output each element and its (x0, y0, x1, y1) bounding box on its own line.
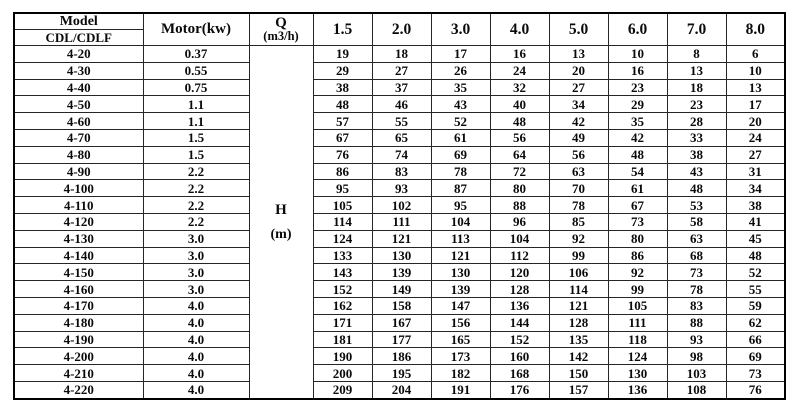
head-value-cell: 56 (549, 146, 608, 163)
model-cell: 4-210 (14, 365, 143, 382)
head-value-cell: 121 (549, 297, 608, 314)
head-value-cell: 27 (372, 62, 431, 79)
head-value-cell: 34 (549, 96, 608, 113)
flow-rate-header-4: 4.0 (490, 13, 549, 46)
head-value-cell: 68 (667, 247, 726, 264)
head-value-cell: 16 (490, 46, 549, 63)
head-value-cell: 98 (667, 348, 726, 365)
head-value-cell: 70 (549, 180, 608, 197)
head-value-cell: 80 (608, 230, 667, 247)
head-value-cell: 139 (372, 264, 431, 281)
table-row (14, 197, 785, 214)
motor-power-cell: 1.5 (143, 129, 249, 146)
model-header-title: Model (15, 14, 143, 30)
head-value-cell: 45 (726, 230, 785, 247)
head-value-cell: 57 (313, 113, 372, 130)
head-value-cell: 83 (667, 297, 726, 314)
head-value-cell: 34 (726, 180, 785, 197)
head-value-cell: 61 (608, 180, 667, 197)
head-value-cell: 147 (431, 297, 490, 314)
head-value-cell: 42 (549, 113, 608, 130)
head-value-cell: 48 (313, 96, 372, 113)
motor-power-cell: 4.0 (143, 381, 249, 399)
head-value-cell: 20 (549, 62, 608, 79)
head-value-cell: 67 (608, 197, 667, 214)
head-value-cell: 28 (667, 113, 726, 130)
head-value-cell: 111 (372, 213, 431, 230)
motor-power-cell: 1.1 (143, 96, 249, 113)
head-value-cell: 64 (490, 146, 549, 163)
motor-column-header: Motor(kw) (143, 13, 249, 46)
head-value-cell: 73 (726, 365, 785, 382)
q-symbol-label: Q (275, 15, 287, 31)
head-value-cell: 92 (608, 264, 667, 281)
head-value-cell: 136 (608, 381, 667, 399)
table-row (14, 146, 785, 163)
head-value-cell: 18 (667, 79, 726, 96)
head-value-cell: 108 (667, 381, 726, 399)
head-value-cell: 69 (431, 146, 490, 163)
motor-power-cell: 3.0 (143, 281, 249, 298)
head-value-cell: 69 (726, 348, 785, 365)
head-value-cell: 190 (313, 348, 372, 365)
head-value-cell: 135 (549, 331, 608, 348)
head-value-cell: 104 (431, 213, 490, 230)
head-value-cell: 73 (667, 264, 726, 281)
head-value-cell: 48 (490, 113, 549, 130)
head-value-cell: 186 (372, 348, 431, 365)
model-cell: 4-170 (14, 297, 143, 314)
head-value-cell: 156 (431, 314, 490, 331)
head-value-cell: 54 (608, 163, 667, 180)
head-value-cell: 8 (667, 46, 726, 63)
head-value-cell: 23 (667, 96, 726, 113)
head-symbol-label: H (275, 201, 287, 218)
head-value-cell: 35 (608, 113, 667, 130)
model-cell: 4-190 (14, 331, 143, 348)
model-cell: 4-80 (14, 146, 143, 163)
head-value-cell: 29 (313, 62, 372, 79)
head-value-cell: 80 (490, 180, 549, 197)
head-value-cell: 102 (372, 197, 431, 214)
head-value-cell: 96 (490, 213, 549, 230)
flow-rate-header-5: 5.0 (549, 13, 608, 46)
model-cell: 4-120 (14, 213, 143, 230)
table-body (14, 46, 785, 400)
head-value-cell: 92 (549, 230, 608, 247)
head-value-cell: 204 (372, 381, 431, 399)
head-value-cell: 46 (372, 96, 431, 113)
motor-power-cell: 0.55 (143, 62, 249, 79)
table-row (14, 331, 785, 348)
head-value-cell: 52 (726, 264, 785, 281)
head-value-cell: 65 (372, 129, 431, 146)
motor-power-cell: 1.1 (143, 113, 249, 130)
head-value-cell: 121 (372, 230, 431, 247)
flow-q-column-header (249, 13, 313, 46)
head-value-cell: 200 (313, 365, 372, 382)
flow-rate-header-3: 3.0 (431, 13, 490, 46)
head-value-cell: 18 (372, 46, 431, 63)
model-cell: 4-150 (14, 264, 143, 281)
model-cell: 4-60 (14, 113, 143, 130)
table-row (14, 46, 785, 63)
head-value-cell: 48 (667, 180, 726, 197)
model-cell: 4-220 (14, 381, 143, 399)
model-column-header (14, 13, 143, 46)
pump-performance-table (13, 12, 786, 400)
head-value-cell: 17 (726, 96, 785, 113)
head-value-cell: 152 (313, 281, 372, 298)
head-value-cell: 105 (313, 197, 372, 214)
head-value-cell: 58 (667, 213, 726, 230)
head-value-cell: 120 (490, 264, 549, 281)
head-value-cell: 13 (549, 46, 608, 63)
head-unit-label: (m) (270, 226, 292, 242)
head-value-cell: 13 (667, 62, 726, 79)
head-value-cell: 181 (313, 331, 372, 348)
model-cell: 4-90 (14, 163, 143, 180)
head-value-cell: 130 (608, 365, 667, 382)
head-value-cell: 76 (313, 146, 372, 163)
head-value-cell: 99 (608, 281, 667, 298)
head-value-cell: 56 (490, 129, 549, 146)
head-value-cell: 38 (726, 197, 785, 214)
head-value-cell: 103 (667, 365, 726, 382)
table-row (14, 163, 785, 180)
head-value-cell: 177 (372, 331, 431, 348)
head-value-cell: 62 (726, 314, 785, 331)
table-row (14, 297, 785, 314)
model-cell: 4-180 (14, 314, 143, 331)
motor-power-cell: 4.0 (143, 297, 249, 314)
head-value-cell: 191 (431, 381, 490, 399)
model-cell: 4-160 (14, 281, 143, 298)
head-value-cell: 66 (726, 331, 785, 348)
head-value-cell: 139 (431, 281, 490, 298)
head-value-cell: 27 (726, 146, 785, 163)
table-row (14, 314, 785, 331)
head-value-cell: 52 (431, 113, 490, 130)
head-value-cell: 113 (431, 230, 490, 247)
motor-power-cell: 3.0 (143, 247, 249, 264)
head-value-cell: 55 (372, 113, 431, 130)
head-value-cell: 176 (490, 381, 549, 399)
head-value-cell: 73 (608, 213, 667, 230)
table-row (14, 247, 785, 264)
head-value-cell: 85 (549, 213, 608, 230)
head-value-cell: 209 (313, 381, 372, 399)
head-value-cell: 10 (608, 46, 667, 63)
head-value-cell: 24 (490, 62, 549, 79)
table-row (14, 230, 785, 247)
head-value-cell: 72 (490, 163, 549, 180)
table-row (14, 365, 785, 382)
flow-rate-header-8: 8.0 (726, 13, 785, 46)
table-row (14, 381, 785, 399)
head-value-cell: 104 (490, 230, 549, 247)
head-value-cell: 40 (490, 96, 549, 113)
model-cell: 4-70 (14, 129, 143, 146)
head-value-cell: 35 (431, 79, 490, 96)
table-row (14, 62, 785, 79)
motor-power-cell: 4.0 (143, 348, 249, 365)
head-value-cell: 55 (726, 281, 785, 298)
head-value-cell: 33 (667, 129, 726, 146)
head-value-cell: 195 (372, 365, 431, 382)
head-value-cell: 149 (372, 281, 431, 298)
head-value-cell: 95 (431, 197, 490, 214)
head-value-cell: 158 (372, 297, 431, 314)
head-value-cell: 106 (549, 264, 608, 281)
head-value-cell: 150 (549, 365, 608, 382)
head-value-cell: 157 (549, 381, 608, 399)
head-value-cell: 76 (726, 381, 785, 399)
model-cell: 4-100 (14, 180, 143, 197)
model-cell: 4-20 (14, 46, 143, 63)
head-value-cell: 144 (490, 314, 549, 331)
flow-rate-header-6: 6.0 (608, 13, 667, 46)
model-header-subtitle: CDL/CDLF (45, 30, 112, 45)
model-cell: 4-110 (14, 197, 143, 214)
head-value-cell: 24 (726, 129, 785, 146)
head-value-cell: 16 (608, 62, 667, 79)
motor-power-cell: 0.37 (143, 46, 249, 63)
head-value-cell: 130 (372, 247, 431, 264)
motor-power-cell: 2.2 (143, 197, 249, 214)
head-value-cell: 112 (490, 247, 549, 264)
head-value-cell: 43 (431, 96, 490, 113)
motor-power-cell: 2.2 (143, 180, 249, 197)
model-cell: 4-50 (14, 96, 143, 113)
head-value-cell: 19 (313, 46, 372, 63)
model-cell: 4-200 (14, 348, 143, 365)
head-value-cell: 53 (667, 197, 726, 214)
head-value-cell: 48 (726, 247, 785, 264)
head-value-cell: 111 (608, 314, 667, 331)
head-value-cell: 118 (608, 331, 667, 348)
head-value-cell: 95 (313, 180, 372, 197)
model-cell: 4-140 (14, 247, 143, 264)
motor-power-cell: 4.0 (143, 314, 249, 331)
table-row (14, 79, 785, 96)
head-value-cell: 20 (726, 113, 785, 130)
head-value-cell: 31 (726, 163, 785, 180)
table-row (14, 348, 785, 365)
head-value-cell: 48 (608, 146, 667, 163)
head-value-cell: 136 (490, 297, 549, 314)
head-value-cell: 43 (667, 163, 726, 180)
head-value-cell: 160 (490, 348, 549, 365)
head-value-cell: 83 (372, 163, 431, 180)
header-row (14, 13, 785, 46)
table-row (14, 264, 785, 281)
head-value-cell: 87 (431, 180, 490, 197)
table-row (14, 96, 785, 113)
motor-power-cell: 4.0 (143, 365, 249, 382)
head-value-cell: 38 (667, 146, 726, 163)
head-value-cell: 133 (313, 247, 372, 264)
head-value-cell: 86 (313, 163, 372, 180)
head-value-cell: 26 (431, 62, 490, 79)
head-value-cell: 42 (608, 129, 667, 146)
flow-rate-header-2: 2.0 (372, 13, 431, 46)
head-value-cell: 86 (608, 247, 667, 264)
motor-power-cell: 4.0 (143, 331, 249, 348)
head-value-cell: 114 (549, 281, 608, 298)
head-value-cell: 23 (608, 79, 667, 96)
head-value-cell: 171 (313, 314, 372, 331)
head-value-cell: 49 (549, 129, 608, 146)
head-value-cell: 168 (490, 365, 549, 382)
motor-power-cell: 3.0 (143, 264, 249, 281)
head-value-cell: 124 (608, 348, 667, 365)
head-value-cell: 130 (431, 264, 490, 281)
head-value-cell: 78 (667, 281, 726, 298)
table-row (14, 129, 785, 146)
table-row (14, 213, 785, 230)
head-value-cell: 38 (313, 79, 372, 96)
table-row (14, 180, 785, 197)
table-header (14, 13, 785, 46)
head-value-cell: 142 (549, 348, 608, 365)
head-value-cell: 17 (431, 46, 490, 63)
head-value-cell: 105 (608, 297, 667, 314)
head-value-cell: 173 (431, 348, 490, 365)
table-row (14, 113, 785, 130)
head-value-cell: 121 (431, 247, 490, 264)
head-value-cell: 88 (667, 314, 726, 331)
head-value-cell: 128 (490, 281, 549, 298)
q-unit-label: (m3/h) (263, 29, 299, 43)
motor-power-cell: 0.75 (143, 79, 249, 96)
head-value-cell: 143 (313, 264, 372, 281)
head-unit-cell (249, 46, 313, 400)
head-value-cell: 114 (313, 213, 372, 230)
head-value-cell: 37 (372, 79, 431, 96)
head-value-cell: 61 (431, 129, 490, 146)
head-value-cell: 165 (431, 331, 490, 348)
head-value-cell: 93 (372, 180, 431, 197)
head-value-cell: 41 (726, 213, 785, 230)
head-value-cell: 29 (608, 96, 667, 113)
head-value-cell: 152 (490, 331, 549, 348)
head-value-cell: 67 (313, 129, 372, 146)
head-value-cell: 59 (726, 297, 785, 314)
head-value-cell: 27 (549, 79, 608, 96)
motor-power-cell: 3.0 (143, 230, 249, 247)
head-value-cell: 182 (431, 365, 490, 382)
head-value-cell: 74 (372, 146, 431, 163)
head-value-cell: 78 (431, 163, 490, 180)
table-row (14, 281, 785, 298)
head-value-cell: 167 (372, 314, 431, 331)
head-value-cell: 63 (667, 230, 726, 247)
head-value-cell: 93 (667, 331, 726, 348)
head-value-cell: 32 (490, 79, 549, 96)
head-value-cell: 10 (726, 62, 785, 79)
head-value-cell: 13 (726, 79, 785, 96)
head-value-cell: 88 (490, 197, 549, 214)
model-cell: 4-130 (14, 230, 143, 247)
head-value-cell: 63 (549, 163, 608, 180)
model-cell: 4-30 (14, 62, 143, 79)
motor-power-cell: 2.2 (143, 213, 249, 230)
head-value-cell: 128 (549, 314, 608, 331)
model-cell: 4-40 (14, 79, 143, 96)
motor-power-cell: 1.5 (143, 146, 249, 163)
head-value-cell: 162 (313, 297, 372, 314)
flow-rate-header-1: 1.5 (313, 13, 372, 46)
head-value-cell: 6 (726, 46, 785, 63)
head-value-cell: 124 (313, 230, 372, 247)
head-value-cell: 99 (549, 247, 608, 264)
head-value-cell: 78 (549, 197, 608, 214)
flow-rate-header-7: 7.0 (667, 13, 726, 46)
motor-power-cell: 2.2 (143, 163, 249, 180)
